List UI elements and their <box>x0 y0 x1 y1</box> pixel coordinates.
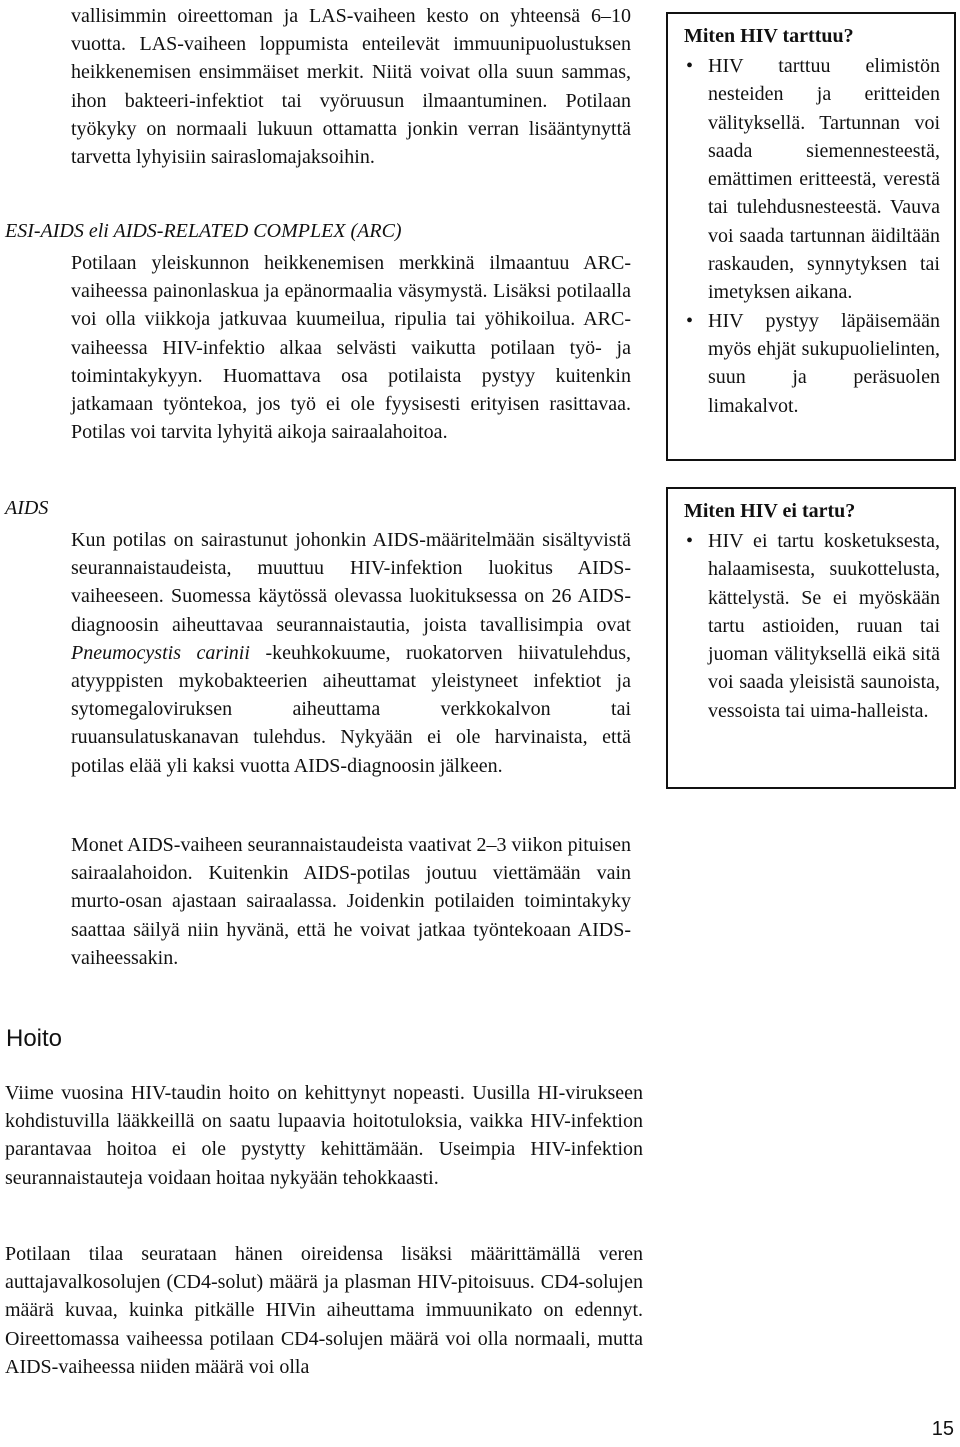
how-hiv-does-not-transmit-box <box>666 487 956 789</box>
pathogen-name: Pneumocystis carinii <box>71 641 250 664</box>
monitoring-paragraph <box>5 1240 643 1381</box>
bullet-icon: • <box>686 309 694 332</box>
how-hiv-does-not-transmit-title: Miten HIV ei tartu? <box>684 500 856 522</box>
list-item-text: HIV pystyy läpäisemään myös ehjät sukupuolielinten, suun ja peräsuolen limakalvot. <box>708 309 940 417</box>
arc-paragraph <box>71 249 631 446</box>
hospital-paragraph <box>71 831 631 972</box>
aids-paragraph-part-1: Kun potilas on sairastunut johonkin AIDS-määritelmään sisältyvistä seurannaistaudeista, muuttuu HIV-infektion luokitus AIDS-vaiheeseen. Suomessa käytössä olevassa luokituksessa on 26 AIDS-diagnoosin aiheuttavaa seurannaistautia, joista tavallisimpia ovat <box>71 529 631 636</box>
page-number: 15 <box>931 1418 954 1440</box>
hospital-paragraph-text: Monet AIDS-vaiheen seurannaistaudeista vaativat 2–3 viikon pituisen sairaalahoidon. Kuitenkin AIDS-potilas joutuu viettämään vain murto-osan ajastaan sairaalassa. Joidenkin potilaiden toimintakyky saattaa säilyä niin hyvänä, että he voivat jatkaa työntekoaan AIDS-vaiheessakin. <box>71 834 631 969</box>
arc-paragraph-text: Potilaan yleiskunnon heikkenemisen merkkinä ilmaantuu ARC-vaiheessa painonlaskua ja epänormaalia väsymystä. Lisäksi potilaalla voi olla viikkoja jatkuvaa kuumeilua, ripulia tai yöhikoilua. ARC-vaiheessa HIV-infektio alkaa selvästi vaikutta potilaan työ- ja toimintakykyyn. Huomattava osa potilaista pystyy kuitenkin jatkamaan työntekoa, jos työ ei ole fyysisesti erityisen rasittavaa. Potilas voi tarvita lyhyitä aikoja sairaalahoitoa. <box>71 252 631 444</box>
hoito-heading: Hoito <box>6 1025 63 1052</box>
aids-side-label: AIDS <box>5 497 49 519</box>
intro-paragraph <box>71 2 631 171</box>
treatment-paragraph-text: Viime vuosina HIV-taudin hoito on kehittynyt nopeasti. Uusilla HI-virukseen kohdistuvilla lääkkeillä on saatu lupaavia hoitotuloksia, vaikka HIV-infektion parantavaa hoitoa ei ole pystytty kehittämään. Useimpia HIV-infektion seurannaistauteja voidaan hoitaa nykyään tehokkaasti. <box>5 1082 643 1189</box>
treatment-paragraph <box>5 1079 643 1192</box>
list-item-text: HIV tarttuu elimistön nesteiden ja eritteiden välityksellä. Tartunnan voi saada siemennesteestä, emättimen eritteestä, verestä tai tulehdusnesteestä. Vauva voi saada tartunnan äidiltään raskauden, synnytyksen tai imetyksen aikana. <box>708 55 940 304</box>
list-item <box>682 527 940 725</box>
transmission-list <box>682 52 940 420</box>
list-item-text: HIV ei tartu kosketuksesta, halaamisesta, suukottelusta, kättelystä. Se ei myöskään tartu astioiden, ruuan tai juoman välityksellä eikä sitä voi saada yleisistä saunoista, vessoista tai uima-halleista. <box>708 530 940 722</box>
monitoring-paragraph-text: Potilaan tilaa seurataan hänen oireidensa lisäksi määrittämällä veren auttajavalkosolujen (CD4-solut) määrä ja plasman HIV-pitoisuus. CD4-solujen määrä kuvaa, kuinka pitkälle HIVin aiheuttama immuunikato on edennyt. Oireettomassa vaiheessa potilaan CD4-solujen määrä voi olla normaali, mutta AIDS-vaiheessa niiden määrä voi olla <box>5 1243 643 1378</box>
list-item <box>682 52 940 307</box>
bullet-icon: • <box>686 530 694 552</box>
bullet-icon: • <box>686 55 694 77</box>
esi-aids-heading: ESI-AIDS eli AIDS-RELATED COMPLEX (ARC) <box>5 220 402 242</box>
how-hiv-transmits-title: Miten HIV tarttuu? <box>684 25 854 47</box>
aids-paragraph-text <box>71 526 631 780</box>
aids-paragraph-part-2: -keuhkokuume, ruokatorven hiivatulehdus, atyyppisten mykobakteerien aiheuttamat yleistyneet infektiot ja sytomegaloviruksen aiheuttama verkkokalvon tai ruuansulatuskanavan tulehdus. Nykyään ei ole harvinaista, että potilas elää yli kaksi vuotta AIDS-diagnoosin jälkeen. <box>71 641 631 777</box>
no-transmission-list <box>682 527 940 725</box>
intro-paragraph-text: vallisimmin oireettoman ja LAS-vaiheen kesto on yhteensä 6–10 vuotta. LAS-vaiheen loppumista enteilevät immuunipuolustuksen heikkenemisen ensimmäiset merkit. Niitä voivat olla suun sammas, ihon bakteeri-infektiot tai vyöruusun ilmaantuminen. Potilaan työkyky on normaali lukuun ottamatta jonkin verran lisääntynyttä tarvetta lyhyisiin sairaslomajaksoihin. <box>71 5 631 169</box>
list-item <box>682 307 940 420</box>
aids-paragraph <box>71 526 631 780</box>
how-hiv-transmits-box <box>666 12 956 461</box>
